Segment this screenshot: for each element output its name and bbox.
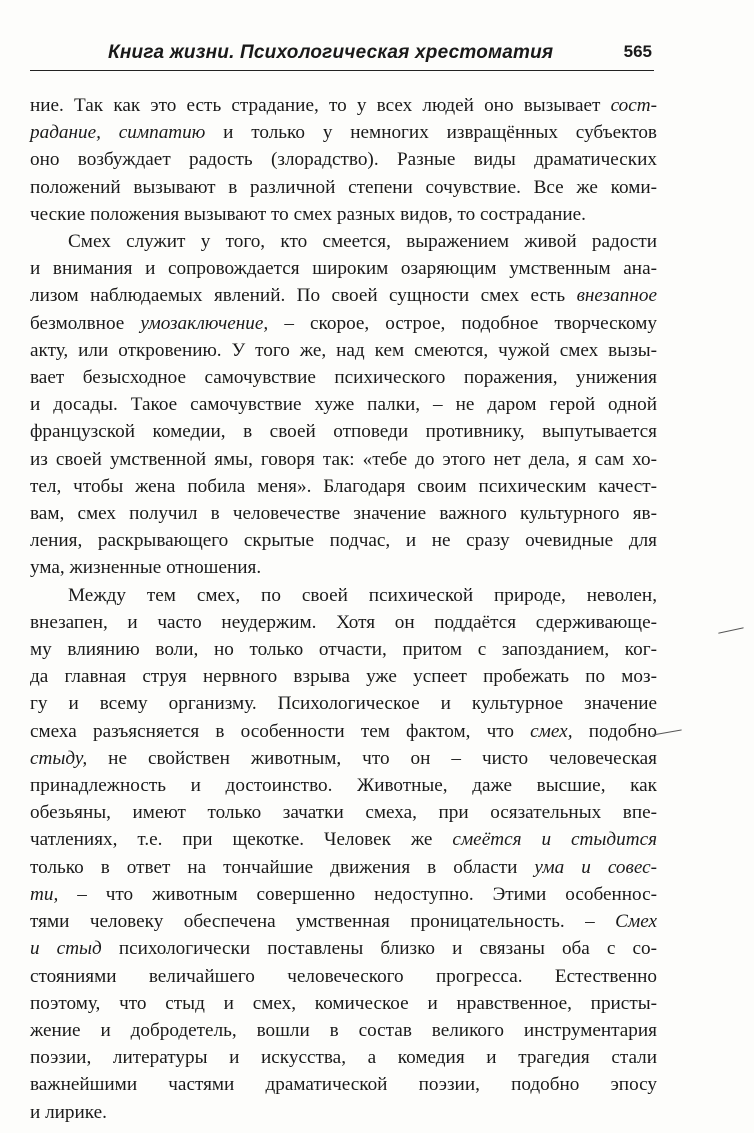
text-line [30, 663, 657, 690]
text-run: вает безысходное самочувствие психического поражения, унижения [30, 367, 657, 389]
text-run: и внимания и сопровождается широким озаряющим умственным ана- [30, 258, 657, 280]
text-run: му влиянию воли, но только отчасти, притом с запозданием, ког- [30, 639, 657, 661]
paragraph [30, 582, 657, 1126]
text-run: Смех служит у того, кто смеется, выражением живой радости [68, 231, 657, 253]
text-line [30, 446, 657, 473]
page-number: 565 [623, 42, 652, 61]
text-run: оно возбуждает радость (злорадство). Разные виды драматических [30, 149, 657, 171]
text-run: важнейшими частями драматической поэзии, подобно эпосу [30, 1074, 657, 1096]
text-line [30, 908, 657, 935]
text-line [30, 990, 657, 1017]
text-line [30, 174, 657, 201]
text-run: внезапен, и часто неудержим. Хотя он поддаётся сдерживающе- [30, 611, 657, 633]
text-line [30, 1044, 657, 1071]
text-line [30, 690, 657, 717]
text-run: и досады. Такое самочувствие хуже палки, – не даром герой одной [30, 394, 657, 416]
italic-run: и стыд [30, 938, 102, 960]
text-run: жение и добродетель, вошли в состав великого инструментария [30, 1019, 657, 1041]
text-line [30, 881, 657, 908]
text-line [30, 935, 657, 962]
margin-pen-mark [718, 627, 744, 634]
text-run: смеха разъясняется в особенности тем фактом, что [30, 720, 531, 742]
text-run: только в ответ на тончайшие движения в области [30, 856, 535, 878]
text-line [30, 201, 657, 228]
text-line [30, 554, 657, 581]
text-line [30, 473, 657, 500]
text-line [30, 282, 657, 309]
italic-run: ума и совес- [534, 856, 657, 878]
text-run: да главная струя нервного взрыва уже успеет пробежать по моз- [30, 666, 657, 688]
text-line [30, 636, 657, 663]
text-run: гу и всему организму. Психологическое и культурное значение [30, 693, 657, 715]
text-run: и лирике. [30, 1101, 107, 1123]
text-line [30, 772, 657, 799]
italic-run: смеётся и стыдится [452, 829, 658, 851]
italic-run: умозаключение, [140, 312, 269, 334]
text-line [30, 337, 657, 364]
text-run: обезьяны, имеют только зачатки смеха, при осязательных впе- [30, 802, 657, 824]
text-run: принадлежность и достоинство. Животные, даже высшие, как [30, 775, 657, 797]
text-run: Между тем смех, по своей психической природе, неволен, [68, 584, 657, 606]
italic-run: радание, симпатию [30, 122, 206, 144]
text-line [30, 1017, 657, 1044]
text-line [30, 146, 657, 173]
text-run: поэзии, литературы и искусства, а комедия и трагедия стали [30, 1047, 657, 1069]
text-run: вам, смех получил в человечестве значение важного культурного яв- [30, 503, 657, 525]
text-line [30, 527, 657, 554]
text-run: ума, жизненные отношения. [30, 557, 262, 579]
text-line [30, 1099, 657, 1126]
text-run: ления, раскрывающего скрытые подчас, и не сразу очевидные для [30, 530, 657, 552]
text-line [30, 364, 657, 391]
text-run: стояниями величайшего человеческого прогресса. Естественно [30, 965, 657, 987]
text-run: лизом наблюдаемых явлений. По своей сущности смех есть [30, 285, 577, 307]
text-run: из своей умственной ямы, говоря так: «тебе до этого нет дела, я сам хо- [30, 448, 657, 470]
italic-run: сост- [610, 95, 657, 116]
text-run: французской комедии, в своей отповеди противнику, выпутывается [30, 421, 657, 443]
text-line [30, 228, 657, 255]
text-line [30, 255, 657, 282]
paragraph [30, 228, 657, 582]
text-line [30, 310, 657, 337]
text-run: тями человеку обеспечена умственная проницательность. – [30, 911, 616, 933]
running-header [30, 40, 654, 71]
text-line [30, 826, 657, 853]
text-line [30, 391, 657, 418]
text-line [30, 92, 657, 119]
running-title: Книга жизни. Психологическая хрестоматия [108, 42, 554, 63]
text-run: поэтому, что стыд и смех, комическое и нравственное, присты- [30, 992, 657, 1014]
text-run: безмолвное [30, 312, 141, 334]
text-run: тел, чтобы жена побила меня». Благодаря своим психическим качест- [30, 475, 657, 497]
text-run: не свойствен животным, что он – чисто человеческая [87, 747, 657, 769]
text-run: чатлениях, т.е. при щекотке. Человек же [30, 829, 453, 851]
paragraph [30, 92, 657, 228]
text-run: подобно [572, 720, 657, 742]
text-line [30, 500, 657, 527]
text-line [30, 119, 657, 146]
italic-run: Смех [615, 911, 657, 933]
text-line [30, 609, 657, 636]
text-line [30, 799, 657, 826]
text-line [30, 1071, 657, 1098]
text-run: – скорое, острое, подобное творческому [268, 312, 657, 334]
italic-run: внезапное [576, 285, 657, 307]
text-line [30, 745, 657, 772]
text-run: психологически поставлены близко и связаны оба с со- [101, 938, 658, 960]
text-run: – что животным совершенно недоступно. Этими особеннос- [58, 883, 657, 905]
text-run: акту, или откровению. У того же, над кем смеются, чужой смех вызы- [30, 339, 657, 361]
italic-run: смех, [530, 720, 573, 742]
text-line [30, 963, 657, 990]
body-text [30, 92, 657, 1126]
text-line [30, 718, 657, 745]
text-run: ческие положения вызывают то смех разных видов, то сострадание. [30, 203, 586, 225]
italic-run: стыду, [30, 747, 88, 769]
text-line [30, 854, 657, 881]
text-line [30, 418, 657, 445]
text-run: положений вызывают в различной степени сочувствие. Все же коми- [30, 176, 657, 198]
text-line [30, 582, 657, 609]
text-run: ние. Так как это есть страдание, то у всех людей оно вызывает [30, 95, 611, 116]
text-run: и только у немногих извращённых субъектов [205, 122, 657, 144]
italic-run: ти, [30, 883, 59, 905]
